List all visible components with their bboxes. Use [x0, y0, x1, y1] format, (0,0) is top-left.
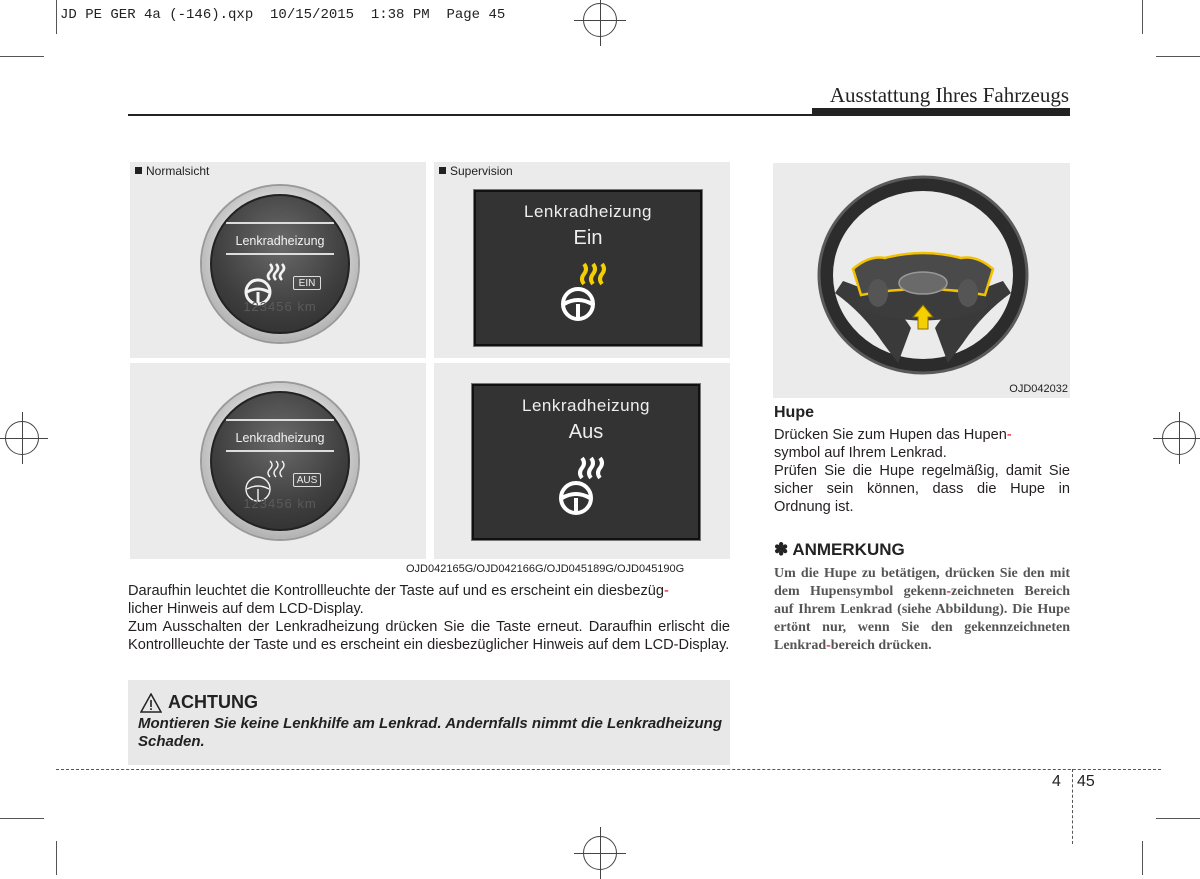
gauge-title: Lenkradheizung — [235, 234, 325, 248]
lcd-screen — [472, 384, 700, 540]
panel-label-normal: Normalsicht — [135, 164, 209, 178]
section-heading-hupe: Hupe — [774, 404, 814, 421]
crop-mark — [0, 818, 44, 819]
steering-heat-icon — [554, 262, 618, 326]
warning-text: Montieren Sie keine Lenkhilfe am Lenkrad. Andernfalls nimmt die Lenkradheizung Schaden. — [138, 715, 722, 750]
footer-divider — [1072, 769, 1073, 844]
divider — [226, 253, 334, 255]
paragraph: Daraufhin leuchtet die Kontrollleuchte der Taste auf und es erscheint ein diesbezüg- licher Hinweis auf dem LCD-Display. — [128, 583, 669, 617]
square-bullet-icon — [135, 167, 142, 174]
paragraph: Zum Ausschalten der Lenkradheizung drücken Sie die Taste erneut. Daraufhin erlischt die Kontrollleuchte der Taste und es erscheint ein diesbezüglicher Hinweis auf dem LCD-Display. — [128, 619, 730, 653]
divider — [226, 419, 334, 421]
panel-super-off — [434, 363, 730, 559]
registration-mark — [1162, 421, 1196, 455]
crop-mark — [56, 841, 57, 875]
body-text — [128, 582, 730, 654]
square-bullet-icon — [439, 167, 446, 174]
paragraph: Drücken Sie zum Hupen das Hupen- symbol auf Ihrem Lenkrad. — [774, 427, 1012, 461]
warning-triangle-icon — [140, 693, 162, 713]
footer-rule — [56, 769, 1161, 770]
figure-code: OJD042165G/OJD042166G/OJD045189G/OJD045190G — [406, 563, 685, 575]
registration-mark — [583, 3, 617, 37]
registration-mark — [5, 421, 39, 455]
divider — [226, 222, 334, 224]
panel-label-supervision: Supervision — [439, 164, 513, 178]
horn-text — [774, 426, 1070, 516]
figure-code: OJD042032 — [1009, 383, 1068, 395]
gauge-title: Lenkradheizung — [235, 431, 325, 445]
crop-mark — [1156, 56, 1200, 57]
crop-mark — [1156, 818, 1200, 819]
note-heading: ✽ ANMERKUNG — [774, 540, 905, 559]
page-number: 45 — [1077, 773, 1095, 790]
screen-title: Lenkradheizung — [522, 396, 650, 415]
steering-wheel-illustration — [773, 163, 1070, 398]
screen-state: Ein — [573, 227, 603, 249]
chapter-number: 4 — [1052, 773, 1061, 790]
crop-mark — [1142, 0, 1143, 34]
status-badge: EIN — [293, 276, 321, 290]
warning-title: ACHTUNG — [168, 692, 258, 712]
gauge-display — [210, 391, 350, 531]
cluster-gauge — [202, 383, 358, 539]
print-slug: JD PE GER 4a (-146).qxp 10/15/2015 1:38 PM Page 45 — [60, 7, 506, 23]
registration-mark — [583, 836, 617, 870]
panel-super-on — [434, 162, 730, 358]
lcd-screen — [474, 190, 702, 346]
crop-mark — [56, 0, 57, 34]
paragraph: Prüfen Sie die Hupe regelmäßig, damit Sie sicher sein können, dass die Hupe in Ordnung ist. — [774, 463, 1070, 515]
gear-indicator: P — [275, 401, 285, 417]
crop-mark — [0, 56, 44, 57]
screen-state: Aus — [568, 421, 604, 443]
warning-box — [128, 680, 730, 765]
section-title: Ausstattung Ihres Fahrzeugs — [829, 83, 1069, 107]
panel-normal-on — [130, 162, 426, 358]
crop-mark — [1142, 841, 1143, 875]
gear-indicator: P — [275, 204, 285, 220]
steering-wheel-figure — [773, 163, 1070, 398]
screen-title: Lenkradheizung — [524, 202, 652, 221]
steering-heat-off-icon — [552, 456, 616, 520]
header-rule-accent — [812, 108, 1070, 115]
panel-normal-off — [130, 363, 426, 559]
status-badge: AUS — [293, 473, 321, 487]
cluster-gauge — [202, 186, 358, 342]
odometer: 123456 km — [243, 496, 317, 511]
note-text: Um die Hupe zu betätigen, drücken Sie den mit dem Hupensymbol gekenn-zeichneten Bereich auf Ihrem Lenkrad (siehe Abbildung). Die Hupe ertönt nur, wenn Sie den gekennzeichneten Lenkrad-bereich drücken. — [774, 566, 1070, 653]
gauge-display — [210, 194, 350, 334]
odometer: 123456 km — [243, 299, 317, 314]
divider — [226, 450, 334, 452]
